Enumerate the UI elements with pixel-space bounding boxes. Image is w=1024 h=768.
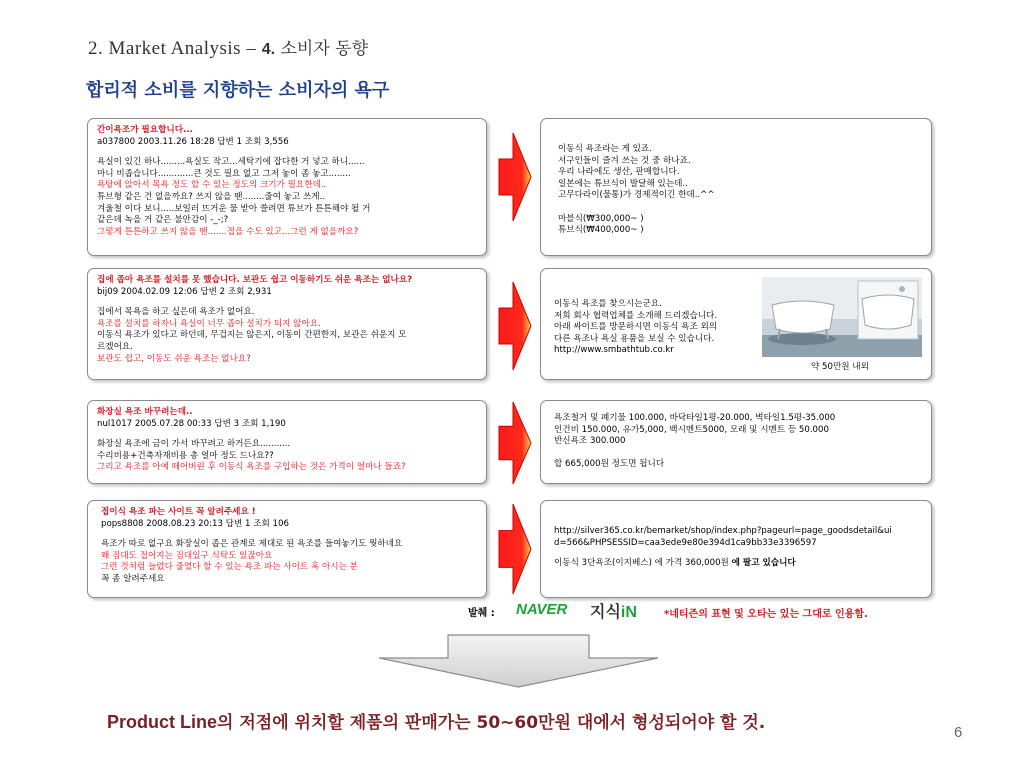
post-title: 접이식 욕조 파는 사이트 꼭 알려주세요 ! <box>101 507 256 517</box>
post-line-highlight: 보관도 쉽고, 이동도 쉬운 욕조는 없나요? <box>97 353 251 364</box>
post-line-highlight: 욕탕에 앉아서 목욕 정도 할 수 있는 정도의 크기가 필요한데.. <box>97 180 327 191</box>
post-line-highlight: 욕조를 설치를 하자니 욕실이 너무 좁아 설치가 되지 않아요. <box>97 318 321 329</box>
answer-link[interactable]: http://silver365.co.kr/bemarket/shop/index.php?pageurl=page_goodsdetail&ui <box>554 526 892 536</box>
answer-line: 반신욕조 300.000 <box>554 436 626 447</box>
citation-note: *네티즌의 표현 및 오타는 있는 그대로 인용함. <box>664 609 868 620</box>
answer-line <box>554 558 931 570</box>
post-box-3 <box>87 400 487 484</box>
answer-box-4 <box>540 500 932 598</box>
post-line: 꼭 좀 알려주세요 <box>101 573 165 584</box>
answer-line: 합 665,000원 정도면 됩니다 <box>554 459 665 470</box>
post-box-4 <box>87 500 487 598</box>
answer-box-1 <box>540 118 932 256</box>
post-line: 화장실 욕조에 금이 가서 바꾸려고 하거든요........... <box>97 439 291 450</box>
post-title: 화장실 욕조 바꾸려는데.. <box>97 407 193 417</box>
section-topic: 소비자 동향 <box>280 39 368 59</box>
post-meta: nul1017 2005.07.28 00:33 답변 3 조회 1,190 <box>97 418 286 429</box>
conclusion-ko: 의 저점에 위치할 제품의 판매가는 50~60만원 대에서 형성되어야 할 것. <box>217 713 766 733</box>
post-line: 이동식 욕조가 있다고 하던데, 무겁지는 않은지, 이동이 간편한지, 보관은 쉬운지 모 <box>97 330 407 341</box>
section-label: 2. Market Analysis – <box>88 38 257 59</box>
answer-line: 다른 욕조나 욕실 용품을 보실 수 있습니다. <box>554 333 715 344</box>
post-meta: pops8808 2008.08.23 20:13 답변 1 조회 106 <box>101 518 289 529</box>
post-meta: bij09 2004.02.09 12:06 답변 2 조회 2,931 <box>97 286 272 297</box>
post-line: 집에서 목욕을 하고 싶은데 욕조가 없어요. <box>97 307 255 318</box>
answer-line: 이동식 욕조라는 게 있죠. <box>558 144 652 154</box>
post-line-highlight: 그리고 욕조를 아예 떼어버린 후 이동식 욕조를 구입하는 것은 가격이 얼마나 들죠? <box>97 462 406 473</box>
jisikin-logo <box>590 599 637 622</box>
answer-line: 마블식(₩300,000~ ) <box>558 213 644 224</box>
section-number: 4. <box>261 41 276 58</box>
post-box-1 <box>87 118 487 256</box>
answer-line <box>558 202 931 214</box>
answer-line: 우리 나라에도 생산, 판매합니다. <box>558 167 680 178</box>
right-arrow-icon <box>498 131 532 223</box>
jisikin-in: iN <box>620 604 637 621</box>
answer-line: 고무다라이(물통)가 경제적이긴 한데..^^ <box>558 190 715 201</box>
page-subtitle: 합리적 소비를 지향하는 소비자의 욕구 <box>86 80 390 101</box>
post-line: 욕실이 있긴 하나.........욕실도 작고...세탁기에 잡다한 거 넣고 하니...... <box>97 157 365 168</box>
post-line: 르겠어요. <box>97 341 133 352</box>
post-line-highlight: 그렇게 튼튼하고 쓰지 않을 땐.......접을 수도 있고...그런 게 없을까요? <box>97 226 359 237</box>
answer-line: 서구인들이 즐겨 쓰는 것 중 하나죠. <box>558 155 691 166</box>
answer-line: 이동식 욕조를 찾으시는군요. <box>554 299 662 309</box>
answer-line: 일본에는 튜브식이 발달해 있는데.. <box>558 178 688 189</box>
conclusion-en: Product Line <box>107 712 218 732</box>
post-box-2 <box>87 268 487 380</box>
conclusion <box>107 708 765 733</box>
post-line: 겨울철 이다 보니.....보일러 뜨거운 물 받아 쓸려면 튜브가 튼튼해야 될 거 <box>97 203 371 214</box>
post-line-highlight: 왜 짐대도 접어지는 짐대있구 식탁도 있잖아요 <box>101 550 273 561</box>
post-title: 집에 좁아 욕조를 설치를 못 했습니다. 보관도 쉽고 이동하기도 쉬운 욕조는 없나요? <box>97 275 413 285</box>
price-caption: 약 50만원 내외 <box>811 362 869 372</box>
post-meta: a037800 2003.11.26 18:28 답변 1 조회 3,556 <box>97 136 289 147</box>
post-line: 마니 비좁습니다.............큰 것도 필요 없고 그저 놓이 좀 놓고........ <box>97 168 351 179</box>
answer-line: 인건비 150.000, 유가5,000, 백시멘트5000, 모래 및 시멘트 등 50.000 <box>554 424 829 435</box>
answer-line: 욕조철거 및 폐기물 100.000, 바닥타일1평-20.000, 벽타일1.5평-35.000 <box>554 413 836 423</box>
sale-text-bold: 에 팔고 있습니다 <box>731 558 796 569</box>
down-arrow-icon <box>377 634 660 688</box>
answer-line <box>554 448 931 460</box>
sale-text: 이동식 3단욕조(이지베스) 에 가격 360,000원 <box>554 558 732 569</box>
post-line: 욕조가 따로 없구요 화장실이 좁은 관계로 제대로 된 욕조를 들여놓기도 뭣하네요 <box>101 539 403 550</box>
naver-logo: NAVER <box>516 601 568 618</box>
post-line: 같은데 녹을 거 같은 불안감이 -_-;? <box>97 215 229 226</box>
post-title: 간이욕조가 필요합니다... <box>97 125 193 135</box>
right-arrow-icon <box>498 400 532 486</box>
post-line: 수리비용+건축자재비용 총 얼마 정도 드나요?? <box>97 450 274 461</box>
answer-line: 아래 싸이트를 방문하시면 이동식 욕조 외의 <box>554 322 718 333</box>
jisikin-text: 지식 <box>590 604 621 621</box>
answer-line: 튜브식(₩400,000~ ) <box>558 225 644 236</box>
answer-link[interactable]: http://www.smbathtub.co.kr <box>554 345 674 356</box>
section-header <box>88 34 368 60</box>
bathtub-image <box>762 277 922 357</box>
answer-box-3 <box>540 400 932 484</box>
source-label: 발췌 : <box>468 608 495 619</box>
page-number: 6 <box>954 724 963 741</box>
post-line: 튜브형 같은 건 없을까요? 쓰지 않을 땐........줄여 놓고 쓰게.. <box>97 191 326 202</box>
answer-link[interactable]: d=566&PHPSESSID=caa3ede9e80e394d1ca9bb33e3396597 <box>554 537 817 548</box>
right-arrow-icon <box>498 280 532 372</box>
right-arrow-icon <box>498 502 532 596</box>
answer-line: 저희 회사 협력업체를 소개해 드리겠습니다. <box>554 310 718 321</box>
post-line-highlight: 그런 것처럼 늘렸다 줄였다 할 수 있는 욕조 파는 사이트 혹 아시는 분 <box>101 562 358 573</box>
